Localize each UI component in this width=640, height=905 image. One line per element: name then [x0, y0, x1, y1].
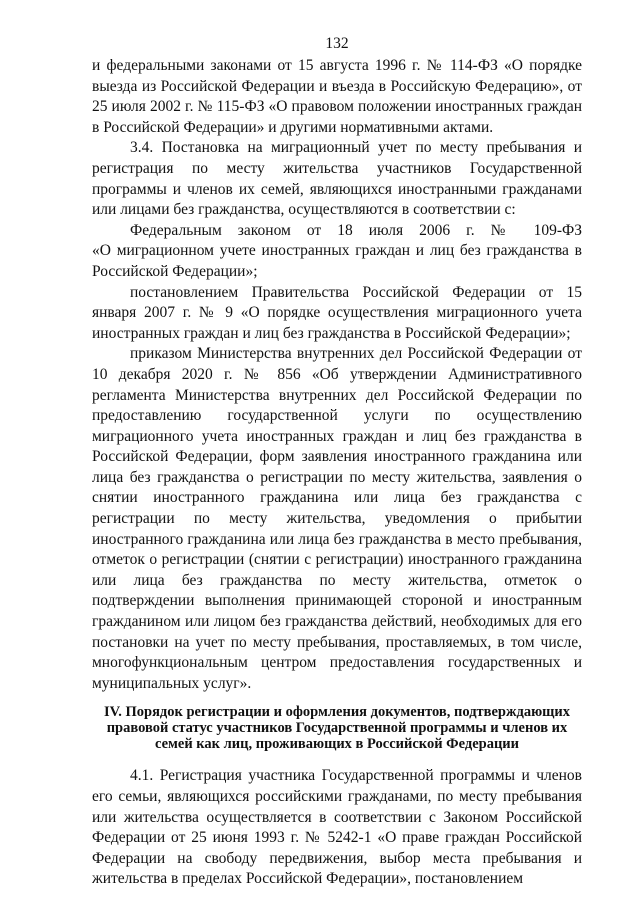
paragraph-4-1: 4.1. Регистрация участника Государственной программы и членов его семьи, являющихся российскими гражданами, по месту пребывания или жительства осуществляется в соответствии с Законом Российской Федерации от 25 июня 1993 г. № 5242-1 «О праве граждан Российской Федерации на свободу передвижения, выбор места пребывания и жительства в пределах Российской Федерации», постановлением: [92, 767, 582, 888]
paragraph-3-4: 3.4. Постановка на миграционный учет по месту пребывания и регистрация по месту жительства участников Государственной программы и членов их семей, являющихся иностранными гражданами или лицами без гражданства, осуществляются в соответствии с:: [92, 139, 582, 219]
paragraph-laws-continuation: и федеральными законами от 15 августа 1996 г. № 114-ФЗ «О порядке выезда из Российской Федерации и въезда в Российскую Федерацию», от 25 июля 2002 г. № 115-ФЗ «О правовом положении иностранных граждан в Российской Федерации» и другими нормативными актами.: [92, 57, 582, 136]
section-heading-iv: IV. Порядок регистрации и оформления документов, подтверждающих правовой статус участников Государственной программы и членов их семей как лиц, проживающих в Российской Федерации: [103, 704, 571, 753]
paragraph-federal-law-title: «О миграционном учете иностранных граждан и лиц без гражданства в Российской Федерации»;: [92, 242, 582, 280]
paragraph-federal-law-line: Федеральным законом от 18 июля 2006 г. № 109-ФЗ: [130, 221, 582, 239]
paragraph-government-decree: постановлением Правительства Российской Федерации от 15 января 2007 г. № 9 «О порядке осуществления миграционного учета иностранных граждан и лиц без гражданства в Российской Федерации»;: [92, 283, 582, 342]
page-number: 132: [325, 35, 349, 52]
paragraph-mvd-order: приказом Министерства внутренних дел Российской Федерации от 10 декабря 2020 г. № 856 «Об утверждении Административного регламента Министерства внутренних дел Российской Федерации по предоставлению государственной услуги по осуществлению миграционного учета иностранных граждан и лиц без гражданства в Российской Федерации, форм заявления иностранного гражданина или лица без гражданства о регистрации по месту жительства, заявления о снятии иностранного гражданина или лица без гражданства с регистрации по месту жительства, уведомления о прибытии иностранного гражданина или лица без гражданства в место пребывания, отметок о регистрации (снятии с регистрации) иностранного гражданина или лица без гражданства по месту жительства, отметок о подтверждении выполнения принимающей стороной и иностранным гражданином или лицом без гражданства действий, необходимых для его постановки на учет по месту пребывания, проставляемых, в том числе, многофункциональным центром предоставления государственных и муниципальных услуг».: [92, 345, 582, 692]
document-page: [92, 34, 582, 890]
